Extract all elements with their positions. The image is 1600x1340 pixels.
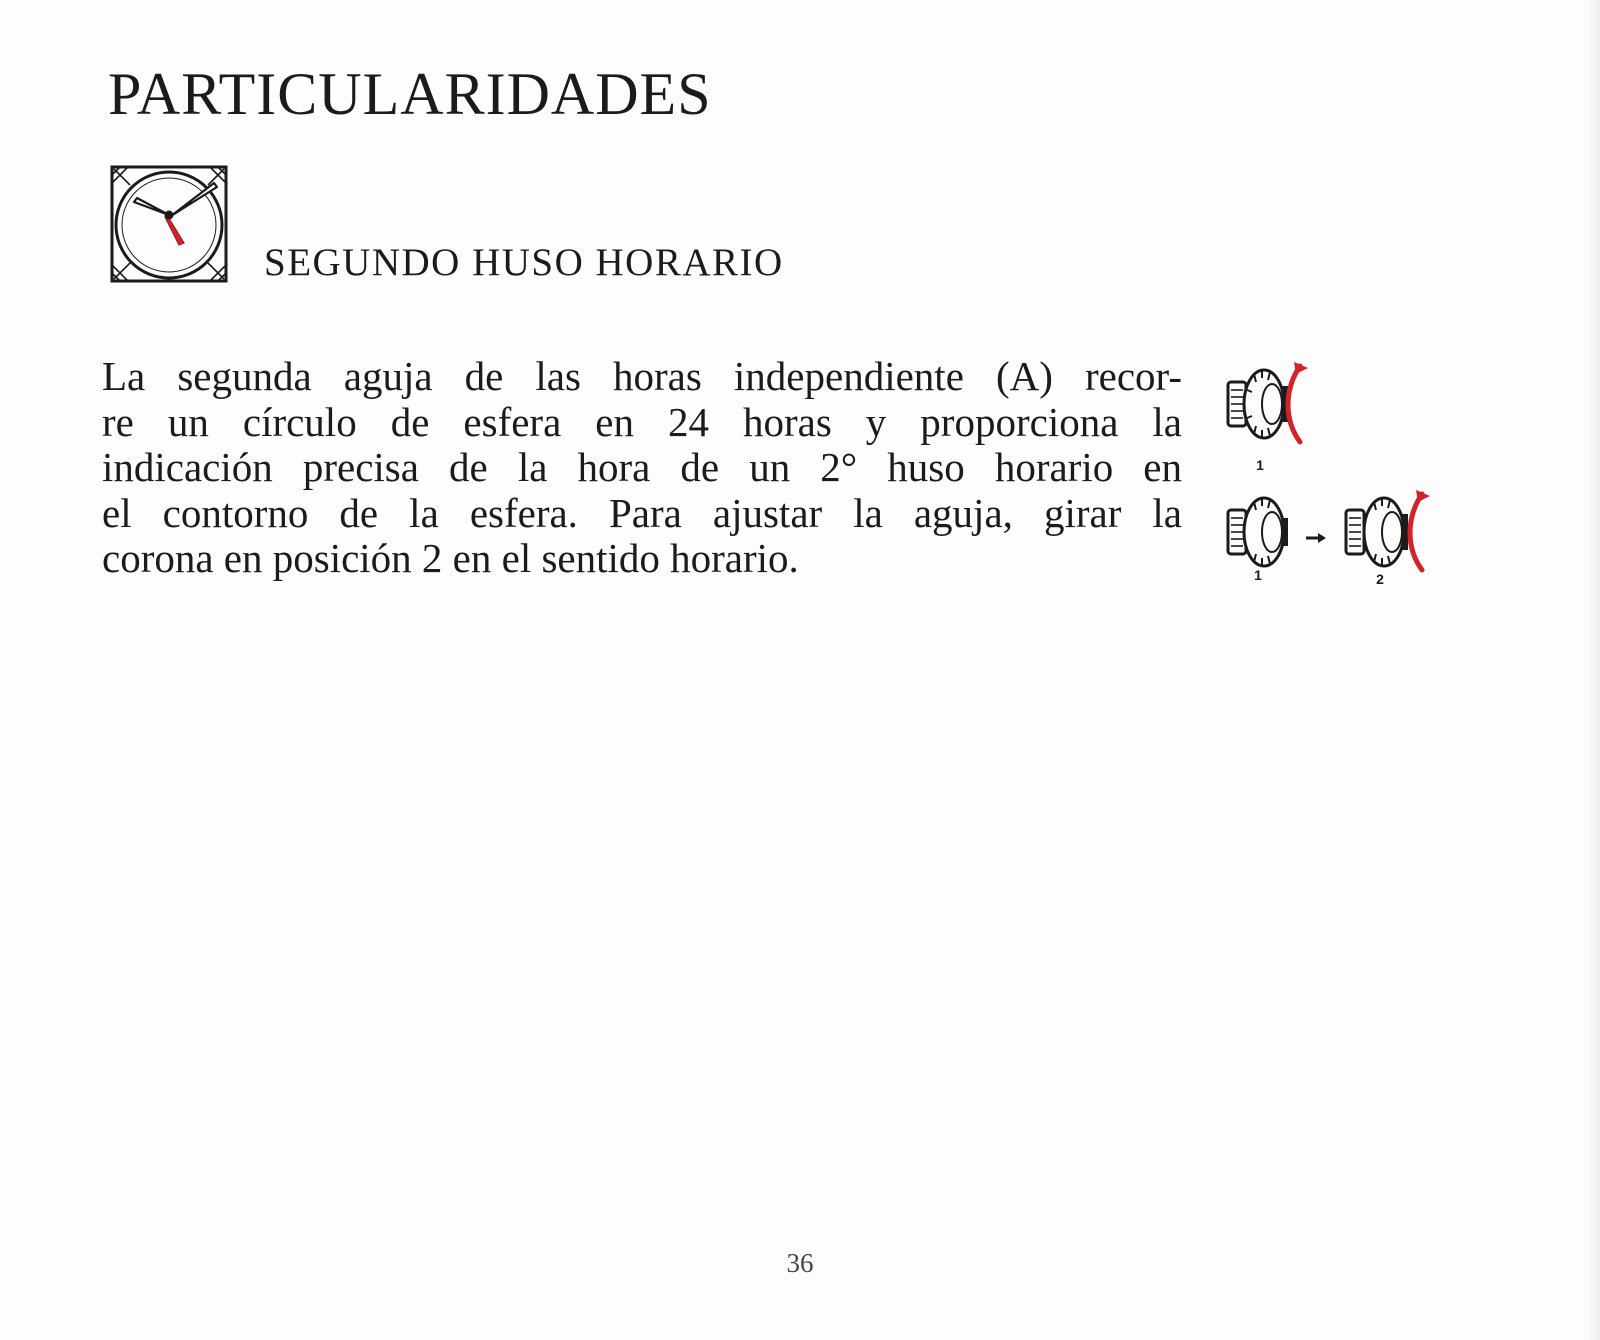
- crown-position-label: 1: [1254, 567, 1262, 583]
- paragraph-line: indicación precisa de la hora de un 2° huso horario en: [102, 444, 1182, 490]
- instruction-paragraph: [102, 354, 1182, 582]
- paragraph-line: el contorno de la esfera. Para ajustar la aguja, girar la: [102, 489, 1182, 536]
- watch-dial-icon: [110, 165, 228, 283]
- crown-icon: [1346, 498, 1408, 566]
- crown-position-figure: [1222, 360, 1462, 590]
- page-edge: [1586, 0, 1600, 1340]
- rotation-arrow-icon: [1288, 362, 1308, 442]
- paragraph-line: La segunda aguja de las horas independiente (A) recor-: [102, 353, 1182, 399]
- rotation-arrow-icon: [1410, 490, 1430, 570]
- section-title: PARTICULARIDADES: [108, 61, 712, 127]
- crown-icon: [1228, 370, 1288, 438]
- paragraph-line: corona en posición 2 en el sentido horario.: [102, 535, 799, 581]
- crown-position-label: 2: [1376, 571, 1384, 587]
- crown-position-label: 1: [1256, 457, 1264, 473]
- page-number: 36: [786, 1248, 814, 1278]
- subsection-title: SEGUNDO HUSO HORARIO: [264, 241, 784, 284]
- crown-icon: [1228, 498, 1288, 566]
- arrow-right-icon: [1306, 533, 1326, 543]
- paragraph-line: re un círculo de esfera en 24 horas y proporciona la: [102, 398, 1182, 445]
